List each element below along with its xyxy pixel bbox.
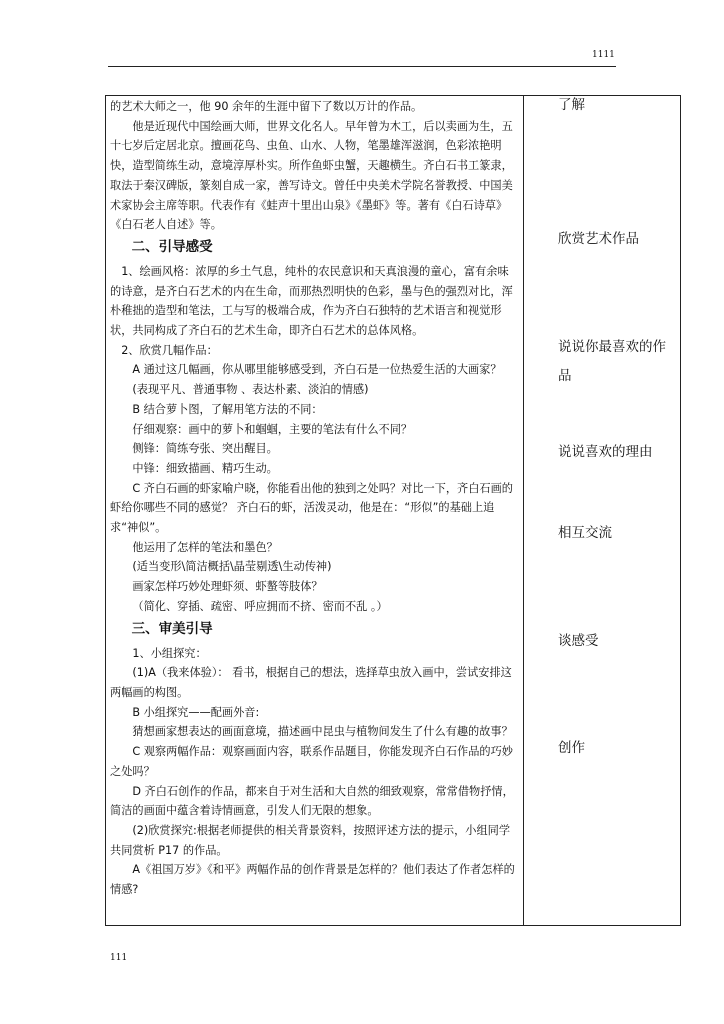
paragraph: A 通过这几幅画，你从哪里能够感受到，齐白石是一位热爱生活的大画家？ (132, 363, 502, 377)
paragraph: 中锋：细致描画、精巧生动。 (132, 461, 278, 475)
paragraph: 侧锋：简练夸张、突出醒目。 (132, 442, 278, 456)
paragraph: (1)A（我来体验）： 看书，根据自己的想法，选择草虫放入画中，尝试安排这两幅画的构图。 (110, 666, 512, 699)
activity-item: 说说喜欢的理由 (558, 444, 653, 460)
paragraph: D 齐白石创作的作品，都来自于对生活和大自然的细致观察，常常借物抒情，简洁的画面中蕴含着诗情画意，引发人们无限的想象。 (110, 784, 514, 818)
student-activity-column (106, 96, 682, 927)
paragraph: B 结合萝卜图，了解用笔方法的不同： (132, 402, 323, 416)
activity-item: 了解 (558, 97, 585, 113)
activity-item: 说说你最喜欢的作品 (558, 339, 666, 384)
paragraph: 1、小组探究： (132, 646, 207, 660)
activity-item: 创作 (558, 740, 585, 756)
paragraph: (适当变形\简洁概括\晶莹剔透\生动传神) (132, 560, 332, 574)
activity-item: 欣赏艺术作品 (558, 231, 639, 247)
paragraph: (2)欣赏探究:根据老师提供的相关背景资料，按照评述方法的提示，小组同学共同赏析 P17 的作品。 (110, 823, 511, 857)
paragraph: 他运用了怎样的笔法和墨色？ (132, 540, 278, 554)
activity-item: 相互交流 (558, 525, 612, 541)
paragraph: B 小组探究——配画外音: (132, 705, 260, 719)
paragraph: 他是近现代中国绘画大师，世界文化名人。早年曾为木工，后以卖画为生，五十七岁后定居北京。擅画花鸟、虫鱼、山水、人物，笔墨雄浑滋润，色彩浓艳明快，造型简练生动，意境淳厚朴实。所作鱼虾虫蟹，天趣横生。齐白石书工篆隶，取法于秦汉碑版，篆刻自成一家，善写诗文。曾任中央美术学院名誉教授、中国美术家协会主席等职。代表作有《蛙声十里出山泉》《墨虾》等。著有《白石诗草》《白石老人自述》等。 (110, 119, 513, 232)
activity-item: 谈感受 (558, 633, 599, 649)
footer-page-number: 111 (110, 953, 128, 963)
section-heading: 二、引导感受 (131, 238, 213, 255)
paragraph: 1、绘画风格：浓厚的乡土气息，纯朴的农民意识和天真浪漫的童心，富有余味的诗意，是齐白石艺术的内在生命，而那热烈明快的色彩，墨与色的强烈对比，浑朴稚拙的造型和笔法，工与写的极端合成，作为齐白石独特的艺术语言和视觉形状，共同构成了齐白石的艺术生命，即齐白石艺术的总体风格。 (110, 264, 513, 338)
paragraph: C 观察两幅作品：观察画面内容，联系作品题目，你能发现齐白石作品的巧妙之处吗？ (110, 745, 513, 778)
paragraph: 猜想画家想表达的画面意境，描述画中昆虫与植物间发生了什么有趣的故事？ (132, 725, 513, 739)
paragraph: 2、欣赏几幅作品： (121, 343, 218, 357)
header-page-number: 1111 (592, 50, 615, 60)
paragraph: A《祖国万岁》《和平》两幅作品的创作背景是怎样的？他们表达了作者怎样的情感? (110, 863, 515, 897)
header-rule (108, 66, 616, 67)
paragraph: 的艺术大师之一，他 90 余年的生涯中留下了数以万计的作品。 (110, 100, 423, 113)
paragraph: (表现平凡、普通事物 、表达朴素、淡泊的情感) (132, 383, 369, 397)
paragraph: 仔细观察：画中的萝卜和蝈蝈，主要的笔法有什么不同？ (132, 422, 413, 436)
paragraph: 画家怎样巧妙处理虾须、虾螯等肢体？ (132, 580, 323, 594)
section-heading: 三、审美引导 (131, 620, 213, 637)
lesson-table (105, 95, 681, 926)
paragraph: （简化、穿插、疏密、呼应拥而不挤、密而不乱 。） (132, 599, 388, 613)
paragraph: C 齐白石画的虾家喻户晓，你能看出他的独到之处吗？对比一下，齐白石画的虾给你哪些不同的感觉？ 齐白石的虾，活泼灵动，他是在：“形似”的基础上追求“神似”。 (110, 481, 513, 535)
